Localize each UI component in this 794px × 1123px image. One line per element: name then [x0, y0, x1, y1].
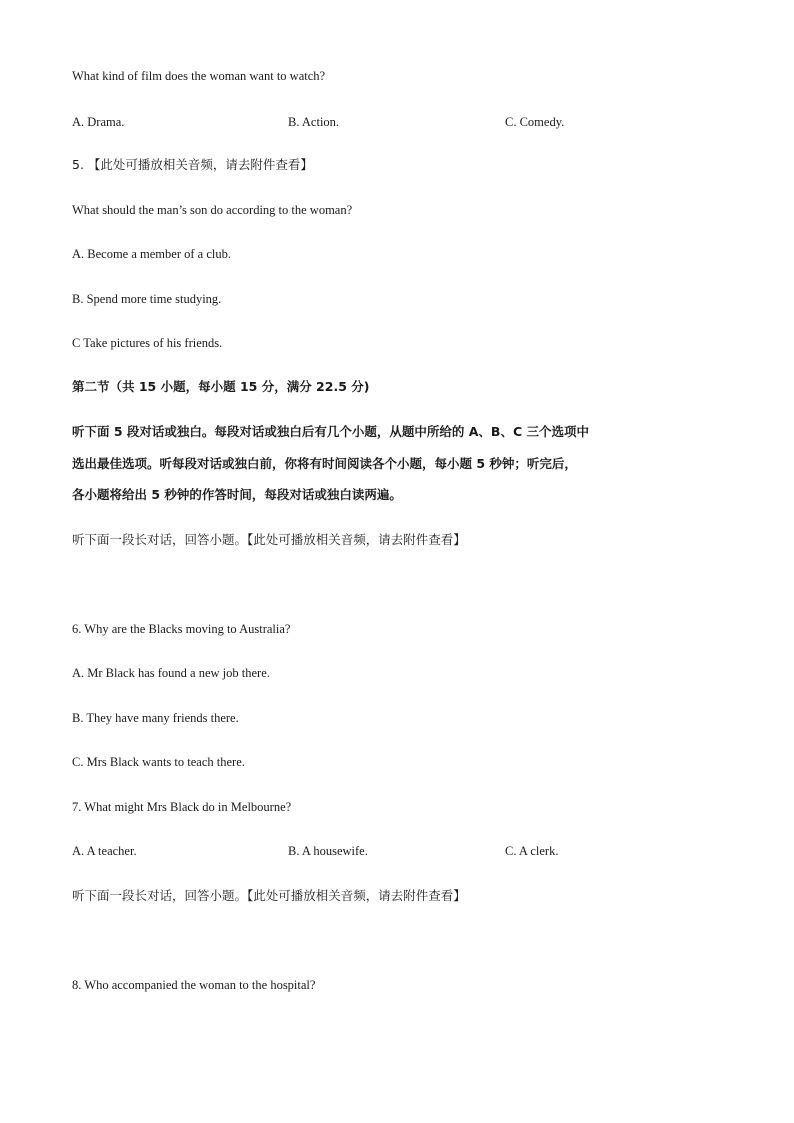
section2-instruction-3: 各小题将给出 5 秒钟的作答时间，每段对话或独白读两遍。 — [72, 487, 402, 502]
q7-question: 7. What might Mrs Black do in Melbourne? — [72, 800, 292, 814]
q6-option-a: A. Mr Black has found a new job there. — [72, 666, 270, 680]
q4-options — [72, 114, 752, 130]
q5-header: 5. 【此处可播放相关音频，请去附件查看】 — [72, 157, 313, 172]
dialogue2-intro: 听下面一段长对话，回答小题。【此处可播放相关音频，请去附件查看】 — [72, 888, 466, 903]
q4-option-a: A. Drama. — [72, 115, 125, 129]
q7-option-a: A. A teacher. — [72, 844, 137, 858]
q5-option-a: A. Become a member of a club. — [72, 247, 231, 261]
q6-option-c: C. Mrs Black wants to teach there. — [72, 755, 245, 769]
q5-question: What should the man’s son do according to the woman? — [72, 203, 353, 217]
q7-options — [72, 843, 752, 859]
q7-option-b: B. A housewife. — [288, 844, 368, 858]
q4-option-c: C. Comedy. — [505, 115, 565, 129]
q7-option-c: C. A clerk. — [505, 844, 559, 858]
q4-question: What kind of film does the woman want to watch? — [72, 69, 326, 83]
section2-instruction-1: 听下面 5 段对话或独白。每段对话或独白后有几个小题，从题中所给的 A、B、C 三个选项中 — [72, 424, 589, 439]
q4-option-b: B. Action. — [288, 115, 340, 129]
section2-title: 第二节（共 15 小题，每小题 15 分，满分 22.5 分) — [72, 379, 370, 394]
q6-option-b: B. They have many friends there. — [72, 711, 239, 725]
section2-instruction-2: 选出最佳选项。听每段对话或独白前，你将有时间阅读各个小题，每小题 5 秒钟；听完后， — [72, 456, 577, 471]
q5-option-b: B. Spend more time studying. — [72, 292, 222, 306]
q8-question: 8. Who accompanied the woman to the hospital? — [72, 978, 316, 992]
q6-question: 6. Why are the Blacks moving to Australia? — [72, 622, 291, 636]
dialogue1-intro: 听下面一段长对话，回答小题。【此处可播放相关音频，请去附件查看】 — [72, 532, 466, 547]
q5-option-c: C Take pictures of his friends. — [72, 336, 223, 350]
